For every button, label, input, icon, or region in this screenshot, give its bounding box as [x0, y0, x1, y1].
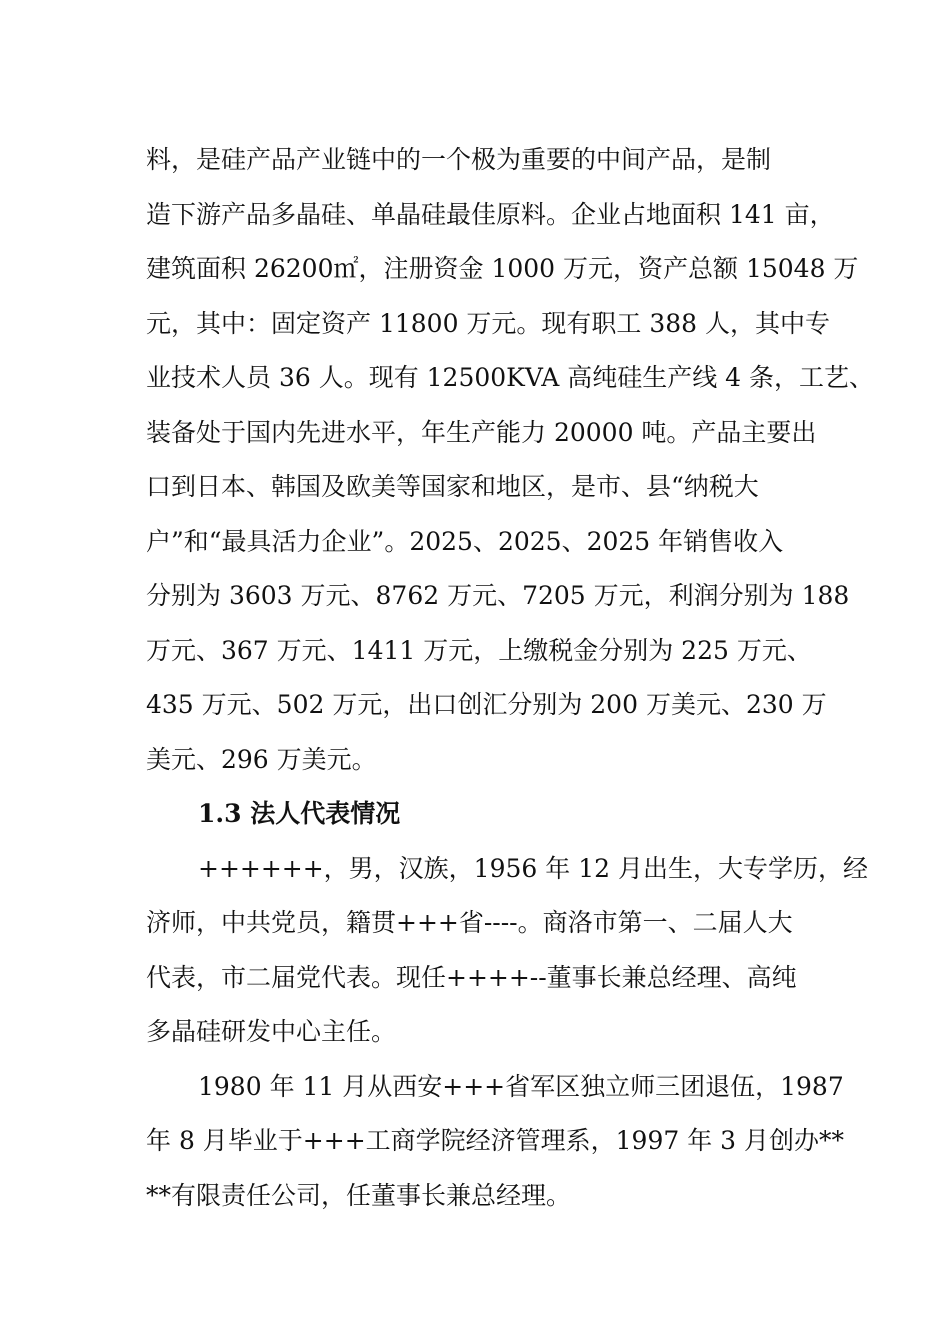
- paragraph-line: 装备处于国内先进水平，年生产能力 20000 吨。产品主要出: [146, 417, 817, 447]
- legal-representative-paragraph: [146, 842, 868, 1060]
- paragraph-line: 建筑面积 26200㎡，注册资金 1000 万元，资产总额 15048 万: [146, 254, 859, 283]
- paragraph-line: 年 8 月毕业于+++工商学院经济管理系，1997 年 3 月创办**: [146, 1126, 845, 1155]
- paragraph-line: 分别为 3603 万元、8762 万元、7205 万元，利润分别为 188: [146, 581, 850, 610]
- body-text: [146, 133, 875, 1223]
- paragraph-line: 多晶硅研发中心主任。: [146, 1017, 397, 1046]
- paragraph-line: 1980 年 11 月从西安+++省军区独立师三团退伍，1987: [198, 1071, 844, 1101]
- paragraph-line: 万元、367 万元、1411 万元，上缴税金分别为 225 万元、: [146, 635, 812, 665]
- paragraph-line: 造下游产品多晶硅、单晶硅最佳原料。企业占地面积 141 亩，: [146, 199, 835, 229]
- paragraph-line: 美元、296 万美元。: [146, 744, 377, 774]
- paragraph-line: 口到日本、韩国及欧美等国家和地区，是市、县“纳税大: [146, 472, 759, 501]
- paragraph-line: 435 万元、502 万元，出口创汇分别为 200 万美元、230 万: [146, 690, 827, 719]
- paragraph-line: 元，其中：固定资产 11800 万元。现有职工 388 人，其中专: [146, 308, 831, 338]
- paragraph-line: 业技术人员 36 人。现有 12500KVA 高纯硅生产线 4 条，工艺、: [146, 363, 875, 392]
- paragraph-line: 济师，中共党员，籍贯+++省----。商洛市第一、二届人大: [146, 908, 793, 937]
- paragraph-line: 代表，市二届党代表。现任++++--董事长兼总经理、高纯: [146, 962, 797, 992]
- paragraph-line: 户”和“最具活力企业”。2025、2025、2025 年销售收入: [146, 526, 784, 556]
- career-history-paragraph: [146, 1060, 845, 1224]
- paragraph-line: ++++++，男，汉族，1956 年 12 月出生，大专学历，经: [198, 853, 868, 883]
- company-overview-paragraph: [146, 133, 875, 787]
- paragraph-line: 料，是硅产品产业链中的一个极为重要的中间产品，是制: [146, 145, 772, 174]
- section-heading: 1.3 法人代表情况: [198, 799, 401, 828]
- paragraph-line: **有限责任公司，任董事长兼总经理。: [146, 1180, 572, 1210]
